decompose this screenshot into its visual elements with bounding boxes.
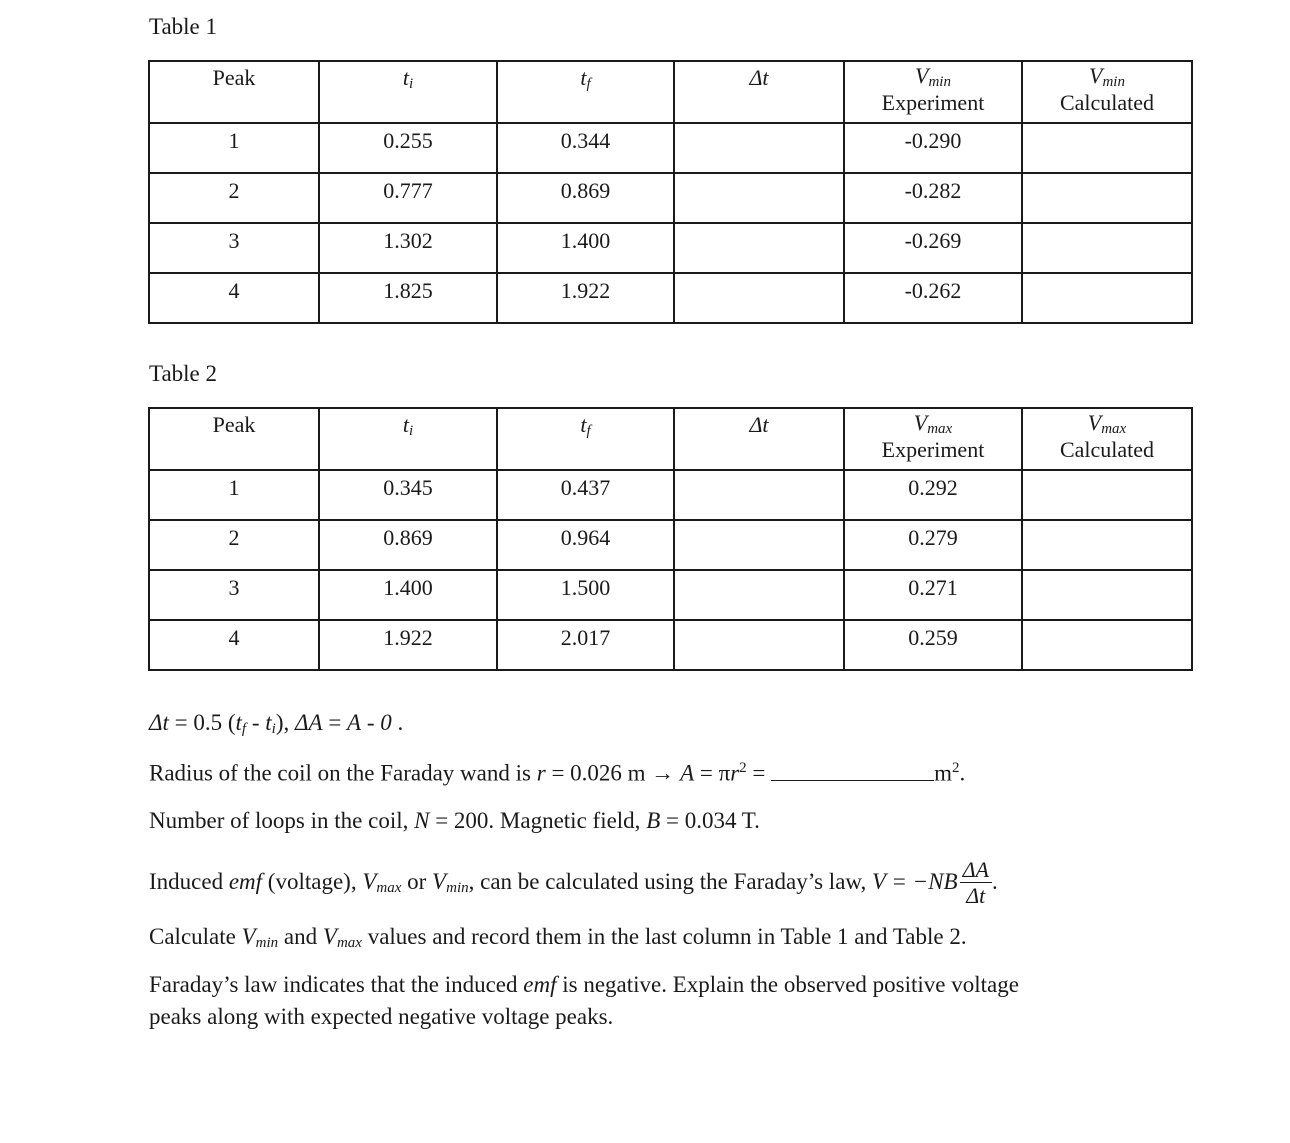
calculate-line: Calculate Vmin and Vmax values and record them in the last column in Table 1 and Table 2. xyxy=(149,924,967,951)
cell-peak: 4 xyxy=(149,273,319,323)
cell-vcalc xyxy=(1022,570,1192,620)
table-row xyxy=(149,520,1192,570)
cell-dt xyxy=(674,173,844,223)
cell-vcalc xyxy=(1022,123,1192,173)
cell-tf: 0.344 xyxy=(497,123,674,173)
table1-caption: Table 1 xyxy=(149,14,218,39)
cell-vexp: -0.282 xyxy=(844,173,1022,223)
table1 xyxy=(148,60,1193,324)
cell-peak: 2 xyxy=(149,173,319,223)
col-tf-header: tf xyxy=(497,408,674,470)
cell-vexp: -0.262 xyxy=(844,273,1022,323)
cell-dt xyxy=(674,470,844,520)
table-row xyxy=(149,223,1192,273)
explain-line-2: peaks along with expected negative voltage peaks. xyxy=(149,1004,614,1029)
col-tf-header: tf xyxy=(497,61,674,123)
cell-vcalc xyxy=(1022,273,1192,323)
cell-tf: 0.437 xyxy=(497,470,674,520)
table-row xyxy=(149,470,1192,520)
cell-vcalc xyxy=(1022,223,1192,273)
cell-peak: 1 xyxy=(149,470,319,520)
dt-formula-line: Δt = 0.5 (tf - ti), ΔA = A - 0 . xyxy=(149,710,404,737)
cell-dt xyxy=(674,520,844,570)
table2-caption: Table 2 xyxy=(149,361,218,386)
cell-peak: 2 xyxy=(149,520,319,570)
explain-line-1: Faraday’s law indicates that the induced emf is negative. Explain the observed positive voltage xyxy=(149,972,1019,997)
faraday-law-line: Induced emf (voltage), Vmax or Vmin, can be calculated using the Faraday’s law, V = −NB $\frac{\Delta A}{\Delta t}$ . xyxy=(149,857,998,908)
cell-vexp: 0.271 xyxy=(844,570,1022,620)
radius-line: Radius of the coil on the Faraday wand is r = 0.026 $m \to A = \pi r^2 = m^2$. xyxy=(149,760,966,786)
table-row xyxy=(149,123,1192,173)
cell-ti: 1.400 xyxy=(319,570,497,620)
cell-ti: 0.345 xyxy=(319,470,497,520)
cell-dt xyxy=(674,570,844,620)
cell-tf: 1.500 xyxy=(497,570,674,620)
cell-vexp: -0.269 xyxy=(844,223,1022,273)
cell-ti: 0.869 xyxy=(319,520,497,570)
cell-vexp: 0.292 xyxy=(844,470,1022,520)
cell-ti: 1.922 xyxy=(319,620,497,670)
cell-vexp: 0.279 xyxy=(844,520,1022,570)
cell-peak: 3 xyxy=(149,570,319,620)
cell-ti: 1.825 xyxy=(319,273,497,323)
cell-dt xyxy=(674,273,844,323)
cell-ti: 1.302 xyxy=(319,223,497,273)
cell-ti: 0.777 xyxy=(319,173,497,223)
col-vmax-exp-header: Vmax Experiment xyxy=(844,408,1022,470)
table-row xyxy=(149,273,1192,323)
table-row xyxy=(149,620,1192,670)
cell-vexp: 0.259 xyxy=(844,620,1022,670)
table2 xyxy=(148,407,1193,671)
cell-tf: 1.400 xyxy=(497,223,674,273)
cell-vcalc xyxy=(1022,173,1192,223)
cell-ti: 0.255 xyxy=(319,123,497,173)
cell-tf: 0.869 xyxy=(497,173,674,223)
cell-vcalc xyxy=(1022,520,1192,570)
col-dt-header: Δt xyxy=(674,61,844,123)
table-row xyxy=(149,173,1192,223)
cell-dt xyxy=(674,123,844,173)
col-peak-header: Peak xyxy=(149,408,319,470)
col-vmin-exp-header: Vmin Experiment xyxy=(844,61,1022,123)
cell-tf: 1.922 xyxy=(497,273,674,323)
table-row xyxy=(149,570,1192,620)
table2-header-row xyxy=(149,408,1192,470)
cell-vcalc xyxy=(1022,470,1192,520)
cell-peak: 3 xyxy=(149,223,319,273)
cell-dt xyxy=(674,223,844,273)
area-answer-blank[interactable] xyxy=(771,762,934,781)
cell-tf: 0.964 xyxy=(497,520,674,570)
col-ti-header: ti xyxy=(319,61,497,123)
col-dt-header: Δt xyxy=(674,408,844,470)
cell-tf: 2.017 xyxy=(497,620,674,670)
faraday-fraction: $\frac{\Delta A}{\Delta t}$ xyxy=(960,858,992,909)
col-vmax-calc-header: Vmax Calculated xyxy=(1022,408,1192,470)
col-vmin-calc-header: Vmin Calculated xyxy=(1022,61,1192,123)
cell-dt xyxy=(674,620,844,670)
col-peak-header: Peak xyxy=(149,61,319,123)
cell-vcalc xyxy=(1022,620,1192,670)
cell-peak: 4 xyxy=(149,620,319,670)
col-ti-header: ti xyxy=(319,408,497,470)
loops-line: Number of loops in the coil, N = 200. Magnetic field, B = 0.034 T. xyxy=(149,808,760,833)
table1-header-row xyxy=(149,61,1192,123)
cell-peak: 1 xyxy=(149,123,319,173)
cell-vexp: -0.290 xyxy=(844,123,1022,173)
